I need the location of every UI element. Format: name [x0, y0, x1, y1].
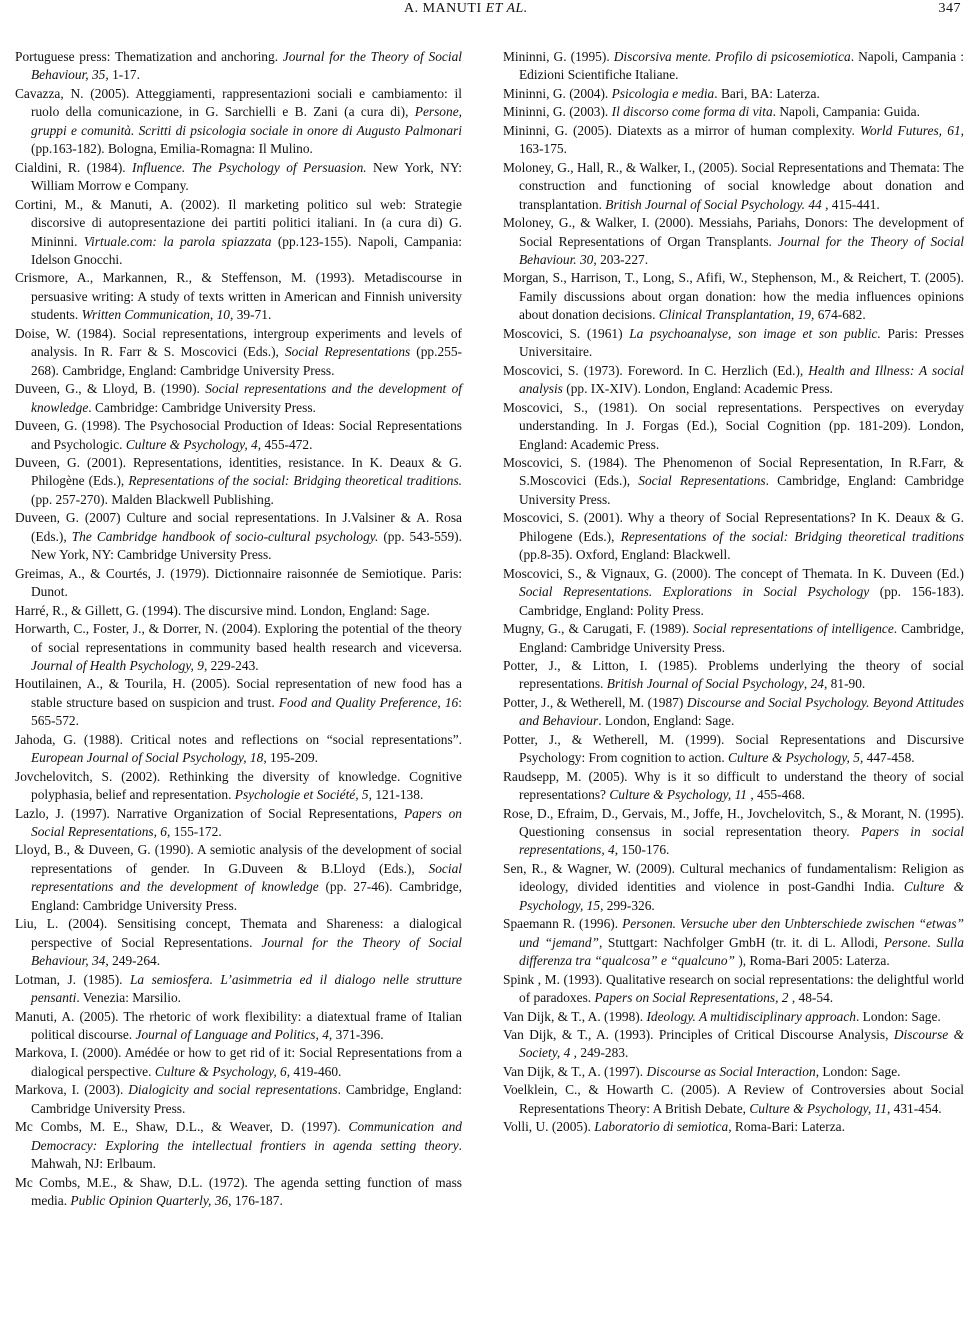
reference-entry — [15, 325, 462, 380]
reference-text-run: , 48-54. — [788, 990, 834, 1006]
reference-text-run: Mc Combs, M. E., Shaw, D.L., & Weaver, D. (1997). — [15, 1119, 349, 1135]
reference-text-run: Cialdini, R. (1984). — [15, 159, 133, 175]
reference-entry — [503, 103, 964, 121]
reference-italic-run: Ideology. A multidisciplinary approach — [646, 1008, 856, 1024]
reference-entry — [15, 1118, 462, 1173]
reference-entry — [503, 1081, 964, 1118]
reference-text-run: , 419-460. — [286, 1063, 342, 1079]
reference-italic-run: Il discorso come forma di vita — [611, 104, 773, 120]
reference-text-run: Spaemann R. (1996). — [503, 916, 623, 932]
reference-text-run: Moloney, G., Hall, R., & Walker, I., (2005). Social Representations and Themata: The construction and functioning of social knowledge about donation and transplantation. — [503, 159, 964, 212]
reference-text-run: , 195-209. — [263, 750, 319, 766]
reference-text-run: Moscovici, S., & Vignaux, G. (2000). The concept of Themata. In K. Duveen (Ed.) — [503, 565, 964, 581]
running-head-author: A. MANUTI — [404, 1, 482, 16]
reference-text-run: Sen, R., & Wagner, W. (2009). Cultural mechanics of fundamentalism: Religion as ideology, divided identities and violence in post-Gandhi India. — [503, 860, 964, 895]
reference-entry — [503, 122, 964, 159]
reference-text-run: Houtilainen, A., & Tourila, H. (2005). Social representation of new food has a stable structure based on suspicion and trust. — [15, 676, 462, 710]
reference-text-run: Rose, D., Efraim, D., Gervais, M., Joffe, H., Jovchelovitch, S., & Morant, N. (1995). Questioning consensus in social representation theory. — [503, 805, 964, 840]
reference-entry — [15, 1174, 462, 1211]
reference-italic-run: Culture & Psychology, 5 — [728, 750, 860, 766]
reference-text-run: , 447-458. — [859, 750, 915, 766]
reference-text-run: . Cambridge, England: Cambridge University Press. — [31, 1082, 462, 1116]
reference-text-run: Voelklein, C., & Howarth C. (2005). A Review of Controversies about Social Representations Theory: A British Debate, — [503, 1082, 964, 1116]
reference-italic-run: Psicologia e media — [611, 85, 715, 101]
reference-entry — [503, 805, 964, 860]
reference-entry — [15, 841, 462, 915]
reference-italic-run: Discourse & Society, 4 — [519, 1027, 964, 1061]
reference-italic-run: La psychoanalyse, son image et son public. — [629, 325, 881, 341]
reference-text-run: , 81-90. — [823, 676, 866, 692]
reference-entry — [15, 454, 462, 509]
reference-text-run: Potter, J., & Wetherell, M. (1999). Social Representations and Discursive Psychology: From cognition to action. — [503, 731, 964, 766]
reference-italic-run: Discourse and Social Psychology. Beyond Attitudes and Behaviour — [519, 694, 964, 729]
reference-text-run: Paris: Presses Universitaire. — [519, 325, 965, 360]
reference-italic-run: Public Opinion Quarterly, 36 — [70, 1193, 229, 1209]
reference-italic-run: Personen. Versuche uber den Unbterschiede zwischen “etwas” und “jemand” — [519, 916, 964, 950]
reference-text-run: (pp. IX-XIV). London, England: Academic Press. — [562, 381, 833, 397]
reference-italic-run: Social Representations — [284, 344, 411, 360]
reference-text-run: Cortini, M., & Manuti, A. (2002). Il marketing politico sul web: Strategie discorsive di autopresentazione dei partiti politici italiani. In (a cura di) G. Mininni. — [15, 196, 462, 249]
reference-text-run: . London, England: Sage. — [598, 713, 735, 729]
reference-text-run: , 1-17. — [105, 67, 140, 83]
reference-text-run: Greimas, A., & Courtés, J. (1979). Dictionnaire raisonnée de Semiotique. Paris: Dunot. — [15, 565, 462, 600]
reference-italic-run: The Cambridge handbook of socio-cultural psychology. — [71, 528, 379, 544]
reference-text-run: (pp.8-35). Oxford, England: Blackwell. — [519, 547, 731, 563]
reference-text-run: Doise, W. (1984). Social representations, intergroup experiments and levels of analysis. In R. Farr & S. Moscovici (Eds.), — [15, 325, 462, 360]
reference-text-run: . Cambridge, England: Cambridge University Press. — [519, 621, 964, 655]
reference-entry — [503, 860, 964, 915]
reference-entry — [15, 380, 462, 417]
reference-entry — [503, 159, 964, 214]
reference-text-run: Markova, I. (2003). — [15, 1082, 129, 1098]
reference-italic-run: Representations of the social: Bridging theoretical traditions. — [128, 473, 463, 489]
reference-text-run: Moscovici, S. (2001). Why a theory of Social Representations? In K. Deaux & G. Philogene (Eds.), — [503, 510, 964, 544]
reference-entry — [15, 417, 462, 454]
reference-text-run: , 431-454. — [886, 1100, 942, 1116]
reference-text-run: Moscovici, S., (1981). On social representations. Perspectives on everyday understanding. In J. Forgas (Ed.), Social Cognition (pp. 181-209). London, England: Academic Press. — [503, 399, 964, 452]
reference-text-run: , 249-264. — [105, 953, 161, 969]
reference-entry — [503, 454, 964, 509]
reference-entry — [15, 48, 462, 85]
reference-text-run: Mc Combs, M.E., & Shaw, D.L. (1972). The agenda setting function of mass media. — [15, 1174, 462, 1209]
reference-text-run: . Mahwah, NJ: Erlbaum. — [31, 1137, 462, 1172]
reference-text-run: , 176-187. — [228, 1193, 283, 1209]
reference-text-run: Manuti, A. (2005). The rhetoric of work flexibility: a diatextual frame of Italian political discourse. — [15, 1008, 462, 1043]
reference-italic-run: Culture & Psychology, 4 — [125, 436, 258, 452]
reference-text-run: , 121-138. — [368, 787, 424, 803]
reference-text-run: , 415-441. — [821, 196, 880, 212]
reference-text-run: Duveen, G. (2007) Culture and social representations. In J.Valsiner & A. Rosa (Eds.), — [15, 510, 462, 544]
reference-text-run: Cavazza, N. (2005). Atteggiamenti, rappresentazioni sociali e cambiamento: il ruolo della comunicazione, in G. Sarchielli e B. Zani (a cura di), — [15, 85, 462, 120]
reference-italic-run: 24 — [810, 676, 824, 692]
reference-italic-run: Social representations and the development of knowledge — [31, 860, 462, 895]
reference-text-run: : 565-572. — [31, 694, 462, 729]
reference-entry — [15, 971, 462, 1008]
reference-text-run: . Cambridge, England: Cambridge University Press. — [519, 473, 964, 507]
reference-italic-run: Psychologie et Société, 5 — [234, 787, 369, 803]
reference-text-run: Duveen, G., & Lloyd, B. (1990). — [15, 381, 206, 397]
reference-entry — [503, 915, 964, 970]
reference-text-run: . Napoli, Campania: Guida. — [772, 104, 920, 120]
reference-italic-run: Papers on Social Representations, 2 — [594, 990, 789, 1006]
reference-italic-run: Written Communication, 10 — [81, 307, 231, 323]
reference-entry — [15, 509, 462, 564]
reference-italic-run: Clinical Transplantation, 19 — [658, 307, 811, 323]
reference-text-run: Mininni, G. (1995). — [503, 49, 614, 64]
reference-italic-run: Laboratorio di semiotica — [594, 1119, 729, 1135]
reference-text-run: Raudsepp, M. (2005). Why is it so difficult to understand the theory of social representations? — [503, 768, 964, 803]
reference-entry — [15, 85, 462, 159]
reference-entry — [503, 1063, 964, 1081]
reference-italic-run: La semiosfera. L’asimmetria ed il dialogo nelle strutture pensanti — [31, 971, 463, 1006]
reference-text-run: Mininni, G. (2005). Diatexts as a mirror of human complexity. — [503, 122, 861, 138]
reference-text-run: , London: Sage. — [815, 1063, 901, 1079]
reference-text-run: Duveen, G. (2001). Representations, identities, resistance. In K. Deaux & G. Philogène (Eds.), — [15, 454, 462, 489]
reference-italic-run: Culture & Psychology, 6 — [154, 1063, 287, 1079]
reference-italic-run: Journal for the Theory of Social Behaviour. 30 — [519, 233, 964, 267]
reference-text-run: (pp.255-268). Cambridge, England: Cambridge University Press. — [31, 344, 463, 378]
reference-text-run: Van Dijk, & T., A. (1997). — [503, 1063, 647, 1079]
reference-text-run: . Bari, BA: Laterza. — [714, 85, 820, 101]
reference-text-run: Potter, J., & Litton, I. (1985). Problems underlying the theory of social representations. — [503, 657, 964, 692]
reference-text-run: Markova, I. (2000). Amédée or how to get rid of it: Social Representations from a dialogical perspective. — [15, 1045, 462, 1079]
reference-text-run: Duveen, G. (1998). The Psychosocial Production of Ideas: Social Representations and Psychologic. — [15, 418, 462, 452]
reference-italic-run: Culture & Psychology, 11 — [609, 787, 747, 803]
reference-entry — [503, 269, 964, 324]
reference-text-run: . Napoli, Campania : Edizioni Scientifiche Italiane. — [519, 49, 964, 83]
reference-entry — [503, 399, 964, 454]
reference-text-run: Lazlo, J. (1997). Narrative Organization of Social Representations, — [15, 805, 404, 821]
reference-text-run: (pp.163-182). Bologna, Emilia-Romagna: Il Mulino. — [31, 141, 313, 157]
reference-text-run: , 299-326. — [600, 897, 655, 913]
page-number: 347 — [938, 1, 961, 16]
reference-text-run: , 155-172. — [167, 824, 222, 840]
reference-text-run: Horwarth, C., Foster, J., & Dorrer, N. (2004). Exploring the potential of the theory of social representations in community based health research and viceversa. — [15, 621, 462, 655]
reference-entry — [15, 731, 462, 768]
reference-italic-run: Influence. The Psychology of Persuasion. — [132, 159, 367, 175]
reference-entry — [503, 694, 964, 731]
reference-text-run: Jahoda, G. (1988). Critical notes and reflections on “social representations”. — [15, 731, 462, 747]
reference-text-run: , Roma-Bari: Laterza. — [728, 1119, 845, 1135]
reference-text-run: , 203-227. — [593, 251, 649, 267]
reference-text-run: ), Roma-Bari 2005: Laterza. — [735, 953, 890, 969]
reference-italic-run: Discourse as Social Interaction — [646, 1063, 816, 1079]
reference-italic-run: Communication and Democracy: Exploring the intellectual frontiers in agenda setting theory — [31, 1119, 463, 1153]
reference-text-run: Van Dijk, & T., A. (1998). — [503, 1008, 647, 1024]
reference-entry — [15, 768, 462, 805]
reference-text-run: , 39-71. — [230, 307, 272, 323]
reference-entry — [15, 196, 462, 270]
reference-text-run: , 229-243. — [203, 657, 259, 673]
reference-entry — [503, 657, 964, 694]
reference-text-run: Moscovici, S. (1973). Foreword. In C. Herzlich (Ed.), — [503, 362, 809, 378]
reference-italic-run: Virtuale.com: la parola spiazzata — [83, 233, 272, 249]
reference-italic-run: Dialogicity and social representations — [128, 1082, 338, 1098]
reference-text-run: Moscovici, S. (1984). The Phenomenon of Social Representation, In R.Farr, & S.Moscovici (Eds.), — [503, 454, 964, 489]
reference-entry — [503, 325, 964, 362]
running-header — [0, 0, 967, 26]
reference-italic-run: Health and Illness: A social analysis — [519, 362, 964, 397]
reference-italic-run: Representations of the social: Bridging theoretical traditions — [620, 528, 964, 544]
reference-italic-run: Journal of Health Psychology, 9 — [31, 657, 204, 673]
reference-italic-run: Food and Quality Preference, 16 — [278, 694, 459, 710]
reference-italic-run: British Journal of Social Psychology. 44 — [605, 196, 822, 212]
reference-text-run: (pp.123-155). Napoli, Campania: Idelson Gnocchi. — [31, 233, 462, 267]
reference-entry — [15, 1081, 462, 1118]
reference-entry — [503, 214, 964, 269]
reference-italic-run: Persone, gruppi e comunità. Scritti di psicologia sociale in onore di Augusto Palmonari — [31, 104, 462, 138]
reference-text-run: (pp. 27-46). Cambridge, England: Cambridge University Press. — [31, 879, 462, 913]
reference-text-run: , 455-468. — [746, 787, 805, 803]
references-left-column — [15, 48, 462, 1211]
running-head — [404, 1, 528, 17]
reference-text-run: Moloney, G., & Walker, I. (2000). Messiahs, Pariahs, Donors: The development of Social Representations of Organ Transplants. — [503, 215, 964, 249]
reference-italic-run: Culture & Psychology, 11 — [749, 1100, 887, 1116]
reference-entry — [15, 620, 462, 675]
reference-text-run: Morgan, S., Harrison, T., Long, S., Afifi, W., Stephenson, M., & Reichert, T. (2005). Family discussions about organ donation: how the media influences opinions about donation decisions. — [503, 270, 964, 323]
reference-text-run: , 371-396. — [328, 1027, 384, 1043]
reference-italic-run: European Journal of Social Psychology, 18 — [31, 750, 264, 766]
reference-italic-run: Journal for the Theory of Social Behaviour, 35 — [31, 49, 462, 83]
reference-text-run: Harré, R., & Gillett, G. (1994). The discursive mind. London, England: Sage. — [15, 602, 430, 618]
reference-italic-run: Journal of Language and Politics, 4 — [135, 1027, 329, 1043]
reference-entry — [15, 1008, 462, 1045]
reference-text-run: Lotman, J. (1985). — [15, 971, 130, 987]
reference-italic-run: Papers in social representations, 4 — [519, 824, 964, 858]
reference-entry — [15, 602, 462, 620]
reference-entry — [503, 768, 964, 805]
reference-entry — [503, 731, 964, 768]
reference-entry — [503, 971, 964, 1008]
reference-text-run: Crismore, A., Markannen, R., & Steffenson, M. (1993). Metadiscourse in persuasive writing: A study of texts written in American and Finnish university students. — [15, 270, 462, 323]
reference-italic-run: Discorsiva mente. Profilo di psicosemiotica — [613, 49, 851, 64]
reference-entry — [15, 1044, 462, 1081]
reference-text-run: . London: Sage. — [855, 1008, 941, 1024]
references-right-column — [503, 48, 964, 1137]
reference-italic-run: Social Representations. Explorations in Social Psychology — [519, 584, 870, 600]
reference-italic-run: Journal for the Theory of Social Behaviour, 34 — [31, 934, 462, 969]
reference-italic-run: Persone. Sulla differenza tra “qualcosa” e “qualcuno” — [519, 934, 965, 969]
reference-italic-run: Social Representations — [638, 473, 766, 489]
reference-text-run: , 163-175. — [519, 122, 964, 157]
reference-text-run: , 249-283. — [570, 1045, 629, 1061]
reference-italic-run: Social representations of intelligence — [693, 621, 894, 637]
reference-text-run: Van Dijk, & T., A. (1993). Principles of Critical Discourse Analysis, — [503, 1027, 894, 1043]
reference-text-run: Lloyd, B., & Duveen, G. (1990). A semiotic analysis of the development of social representations of gender. In G.Duveen & B.Lloyd (Eds.), — [15, 842, 462, 876]
reference-entry — [503, 362, 964, 399]
reference-entry — [503, 565, 964, 620]
reference-text-run: Mininni, G. (2003). — [503, 104, 612, 120]
reference-entry — [15, 675, 462, 730]
reference-entry — [15, 805, 462, 842]
reference-entry — [15, 915, 462, 970]
reference-text-run: Moscovici, S. (1961) — [503, 325, 630, 341]
reference-italic-run: Culture & Psychology, 15 — [519, 879, 965, 913]
reference-italic-run: Social representations and the development of knowledge — [31, 381, 462, 415]
reference-entry — [15, 159, 462, 196]
reference-text-run: , — [803, 676, 811, 692]
reference-text-run: (pp. 156-183). Cambridge, England: Polity Press. — [519, 584, 964, 618]
reference-entry — [15, 565, 462, 602]
reference-text-run: Spink , M. (1993). Qualitative research on social representations: the delightful world of paradoxes. — [503, 971, 964, 1006]
reference-text-run: Liu, L. (2004). Sensitising concept, Themata and Shareness: a dialogical perspective of Social Representations. — [15, 916, 462, 950]
reference-entry — [503, 1026, 964, 1063]
reference-entry — [503, 48, 964, 85]
reference-text-run: , 150-176. — [614, 842, 670, 858]
reference-text-run: New York, NY: William Morrow e Company. — [31, 159, 462, 194]
reference-text-run: Portuguese press: Thematization and anchoring. — [15, 49, 283, 64]
reference-text-run: Mininni, G. (2004). — [503, 85, 612, 101]
reference-text-run: Potter, J., & Wetherell, M. (1987) — [503, 694, 687, 710]
reference-entry — [503, 1118, 964, 1136]
reference-entry — [503, 1008, 964, 1026]
reference-entry — [503, 509, 964, 564]
reference-text-run: , Stuttgart: Nachfolger GmbH (tr. it. di L. Allodi, — [598, 934, 884, 950]
reference-entry — [503, 620, 964, 657]
reference-text-run: . Venezia: Marsilio. — [76, 990, 182, 1006]
reference-entry — [15, 269, 462, 324]
reference-text-run: Jovchelovitch, S. (2002). Rethinking the diversity of knowledge. Cognitive polyphasia, belief and representation. — [15, 768, 462, 803]
reference-text-run: Volli, U. (2005). — [503, 1119, 595, 1135]
running-head-etal: ET AL. — [485, 1, 528, 16]
reference-text-run: Mugny, G., & Carugati, F. (1989). — [503, 621, 694, 637]
reference-italic-run: World Futures, 61 — [860, 122, 961, 138]
reference-italic-run: British Journal of Social Psychology — [606, 676, 804, 692]
reference-text-run: (pp. 257-270). Malden Blackwell Publishing. — [31, 491, 274, 507]
reference-text-run: . Cambridge: Cambridge University Press. — [88, 399, 316, 415]
reference-text-run: (pp. 543-559). New York, NY: Cambridge University Press. — [31, 528, 462, 563]
reference-entry — [503, 85, 964, 103]
reference-italic-run: Papers on Social Representations, 6 — [31, 805, 462, 840]
reference-text-run: , 674-682. — [811, 307, 866, 323]
reference-text-run: , 455-472. — [257, 436, 313, 452]
